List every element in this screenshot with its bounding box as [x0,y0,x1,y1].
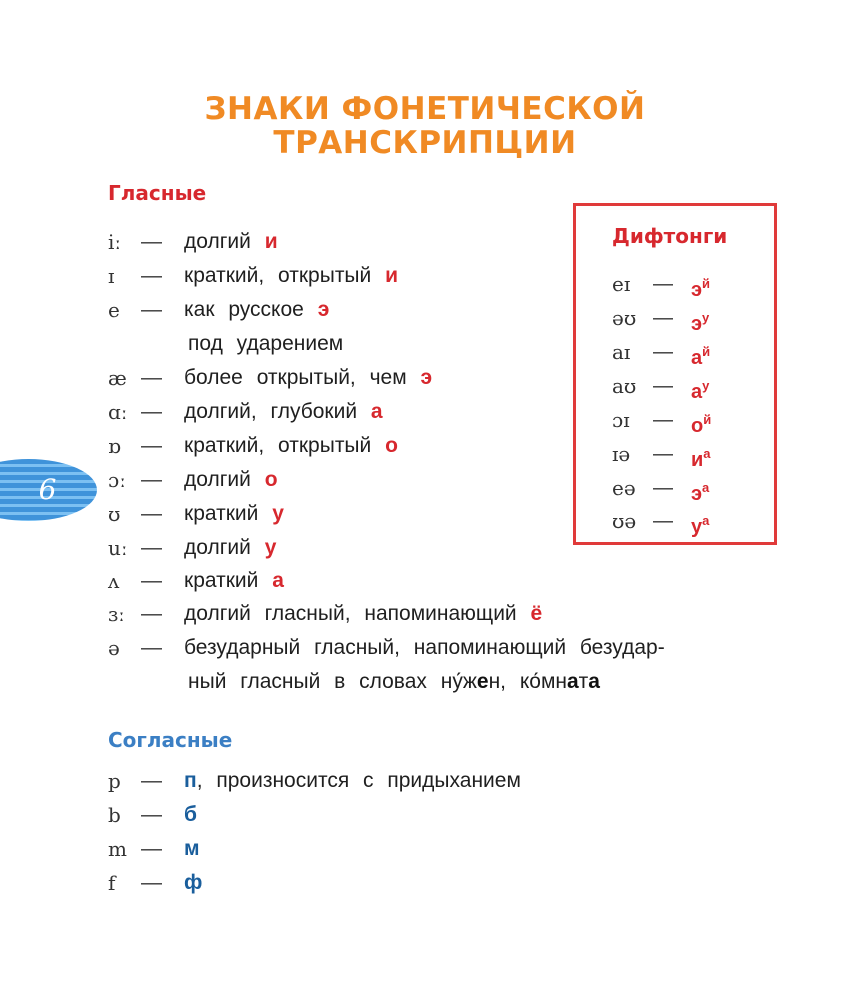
russian-equivalent: о [385,434,398,457]
superscript-letter: а [703,446,711,461]
dash: — [141,803,162,826]
vowel-description [184,599,542,629]
diphthongs-heading: Дифтонги [612,224,728,248]
phonetic-symbol: aʊ [612,374,637,398]
description-text: долгий [184,468,251,491]
vowel-description [184,295,329,325]
russian-equivalent: о [264,468,278,491]
page-number-tab [0,459,97,521]
superscript-letter: й [702,344,711,359]
bold-letter: е [476,670,489,693]
dash: — [141,636,162,659]
superscript-letter: у [702,378,710,393]
phonetic-symbol: ʊə [612,509,637,533]
phonetic-symbol: ə [108,636,120,660]
superscript-letter: а [702,513,710,528]
description-text: , произносится с придыханием [196,769,521,792]
dash: — [653,477,673,499]
russian-equivalent: э [420,366,433,389]
vowels-heading: Гласные [108,181,207,205]
dash: — [141,602,162,625]
dash: — [653,375,673,397]
russian-equivalent: а [370,400,383,423]
dash: — [141,298,162,321]
russian-equivalent: ф [184,871,203,894]
vowel-description [184,566,284,596]
russian-equivalent: и [385,264,399,287]
phonetic-symbol: aɪ [612,340,631,364]
phonetic-symbol: m [108,837,127,861]
dash: — [141,502,162,525]
description-text: долгий [184,230,251,253]
phonetic-symbol: ɔː [108,468,126,492]
russian-equivalent [691,506,709,542]
russian-equivalent [691,337,710,373]
base-letter: э [691,313,703,335]
phonetic-symbol: æ [108,366,127,390]
russian-equivalent: э [317,298,330,321]
phonetic-symbol: ʊ [108,502,121,526]
dash: — [141,366,162,389]
dash: — [653,510,673,532]
phonetic-symbol: iː [108,230,122,254]
russian-equivalent: б [184,803,197,826]
superscript-letter: й [702,276,711,291]
vowel-description [184,465,278,495]
diphthongs-box [573,203,777,545]
dash: — [141,871,162,894]
phonetic-symbol: b [108,803,121,827]
dash: — [141,837,162,860]
russian-equivalent [691,473,709,509]
phonetic-symbol: e [108,298,120,322]
description-text: долгий, глубокий [184,400,358,423]
phonetic-symbol: ɪ [108,264,115,288]
title-line-2: ТРАНСКРИПЦИИ [273,125,577,161]
russian-equivalent: у [264,536,277,559]
base-letter: о [691,415,704,437]
russian-equivalent [691,405,711,441]
dash: — [141,264,162,287]
description-text: краткий [184,569,259,592]
text-part: т [578,670,589,693]
vowel-description [184,533,276,563]
phonetic-symbol: ɜː [108,602,125,626]
base-letter: а [691,347,703,369]
vowel-description: безударный гласный, напоминающий безудар- [184,636,665,659]
russian-equivalent: п [184,769,197,792]
phonetic-symbol: ɒ [108,434,121,458]
vowel-description [184,499,284,529]
phonetic-symbol: ɪə [612,442,631,466]
page-number: 6 [38,473,57,506]
text-part: н, ко́мн [488,670,567,693]
description-text: более открытый, чем [184,366,407,389]
vowel-description [184,227,278,257]
russian-equivalent: ё [530,602,543,625]
consonant-description [184,766,521,796]
phonetic-symbol: p [108,769,121,793]
text-part: ный гласный в словах ну́ж [188,670,477,693]
base-letter: э [691,483,703,505]
dash: — [653,273,673,295]
description-text: краткий [184,502,259,525]
phonetic-symbol: ɔɪ [612,408,630,432]
vowel-description [184,431,398,461]
russian-equivalent [691,439,711,475]
dash: — [141,769,162,792]
dash: — [141,569,162,592]
phonetic-symbol: eɪ [612,272,631,296]
phonetic-symbol: uː [108,536,128,560]
phonetic-symbol: əʊ [612,306,637,330]
description-text: краткий, открытый [184,264,372,287]
russian-equivalent: у [272,502,284,525]
russian-equivalent [691,303,709,339]
description-text: долгий [184,536,251,559]
phonetic-symbol: ɑː [108,400,128,424]
russian-equivalent [691,371,709,407]
russian-equivalent: а [272,569,284,592]
phonetic-symbol: eə [612,476,636,500]
description-text: долгий гласный, напоминающий [184,602,517,625]
dash: — [653,409,673,431]
superscript-letter: а [702,480,710,495]
dash: — [653,341,673,363]
dash: — [141,230,162,253]
russian-equivalent: и [264,230,278,253]
consonants-heading: Согласные [108,728,233,752]
superscript-letter: й [703,412,712,427]
dash: — [653,443,673,465]
phonetic-symbol: f [108,871,116,895]
vowel-description [184,363,432,393]
dash: — [141,400,162,423]
base-letter: у [691,516,703,538]
base-letter: э [691,279,703,301]
vowel-description [184,261,398,291]
page-title [0,92,850,160]
bold-letter: а [588,670,600,693]
continuation-text [184,667,600,697]
dash: — [141,536,162,559]
dash: — [141,468,162,491]
dash: — [653,307,673,329]
title-line-1: ЗНАКИ ФОНЕТИЧЕСКОЙ [204,91,646,127]
superscript-letter: у [702,310,710,325]
russian-equivalent: м [184,837,200,860]
vowel-description [184,397,383,427]
bold-letter: а [566,670,579,693]
dash: — [141,434,162,457]
description-text: как русское [184,298,304,321]
base-letter: а [691,381,703,403]
description-text: краткий, открытый [184,434,372,457]
russian-equivalent [691,269,710,305]
base-letter: и [691,449,704,471]
phonetic-symbol: ʌ [108,569,120,593]
continuation-text: под ударением [188,332,344,355]
